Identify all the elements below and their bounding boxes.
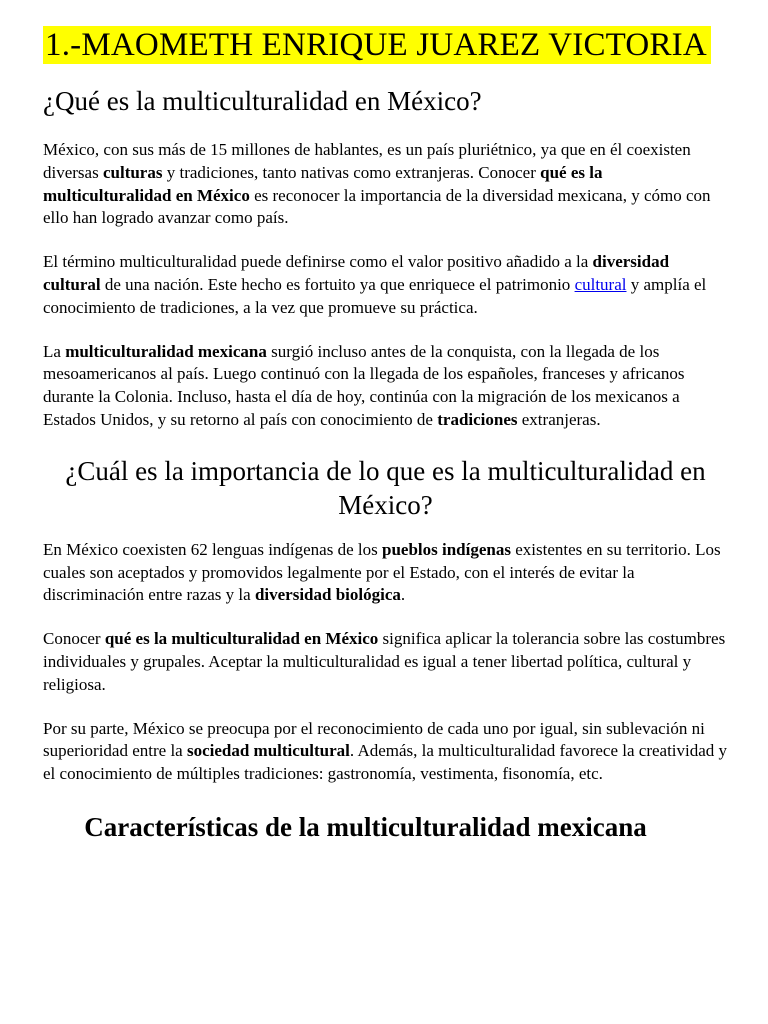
text-run: México, con sus más de 15 millones de hablantes, es un país pluriétnico, ya que en él coexisten diversas	[43, 140, 691, 182]
text-run: La	[43, 341, 66, 361]
text-run: extranjeras.	[517, 409, 601, 429]
author-name-heading: 1.-MAOMETH ENRIQUE JUAREZ VICTORIA	[43, 26, 711, 64]
text-run: surgió incluso antes de la conquista, con la llegada de los mesoamericanos al país. Luego continuó con la llegada de los españoles, franceses y africanos durante la Colonia. Incluso, hasta el día de hoy, continúa con la migración de los mexicanos a Estados Unidos, y su retorno al país con conocimiento de	[43, 341, 685, 429]
text-run: El término multiculturalidad puede definirse como el valor positivo añadido a la	[43, 252, 593, 272]
text-run: de una nación. Este hecho es fortuito ya que enriquece el patrimonio	[100, 274, 575, 294]
bold-term: qué es la multiculturalidad en México	[43, 162, 603, 205]
bold-term: sociedad multicultural	[186, 741, 350, 761]
paragraph-intro	[43, 139, 728, 230]
text-run: es reconocer la importancia de la diversidad mexicana, y cómo con ello han logrado avanzar como país.	[43, 185, 711, 228]
text-run: significa aplicar la tolerancia sobre las costumbres individuales y grupales. Aceptar la multiculturalidad es igual a tener libertad política, cultural y religiosa.	[43, 629, 726, 694]
text-run: En México coexisten 62 lenguas indígenas de los	[43, 539, 382, 559]
bold-term: diversidad biológica	[254, 585, 401, 605]
text-run: Por su parte, México se preocupa por el reconocimiento de cada uno por igual, sin sublevación ni superioridad entre la	[43, 718, 705, 761]
bold-term: qué es la multiculturalidad en México	[104, 629, 379, 649]
text-run: y tradiciones, tanto nativas como extranjeras. Conocer	[162, 162, 541, 182]
text-run: . Además, la multiculturalidad favorece la creatividad y el conocimiento de múltiples tradiciones: gastronomía, vestimenta, fisonomía, etc.	[43, 741, 728, 784]
paragraph-recognition	[43, 718, 728, 786]
bold-term: tradiciones	[437, 409, 518, 429]
section-heading-characteristics: Características de la multiculturalidad mexicana	[84, 811, 647, 842]
document-page	[43, 26, 728, 844]
bold-term: diversidad cultural	[43, 252, 670, 294]
bold-term: pueblos indígenas	[381, 539, 511, 559]
bold-term: multiculturalidad mexicana	[65, 341, 267, 361]
paragraph-languages	[43, 539, 728, 607]
text-run: existentes en su territorio. Los cuales son aceptados y promovidos legalmente por el Estado, con el interés de evitar la discriminación entre razas y la	[43, 539, 721, 605]
paragraph-tolerance	[43, 628, 728, 696]
bold-term: culturas	[102, 162, 163, 182]
text-run: .	[400, 585, 406, 605]
text-run: y amplía el conocimiento de tradiciones, a la vez que promueve su práctica.	[43, 274, 707, 317]
text-run: Conocer	[43, 629, 105, 649]
section-heading-what-is: ¿Qué es la multiculturalidad en México?	[43, 86, 482, 116]
paragraph-definition	[43, 251, 728, 319]
cultural-link[interactable]: cultural	[574, 274, 627, 294]
paragraph-history	[43, 341, 728, 432]
section-heading-importance: ¿Cuál es la importancia de lo que es la multiculturalidad en México?	[65, 455, 706, 520]
